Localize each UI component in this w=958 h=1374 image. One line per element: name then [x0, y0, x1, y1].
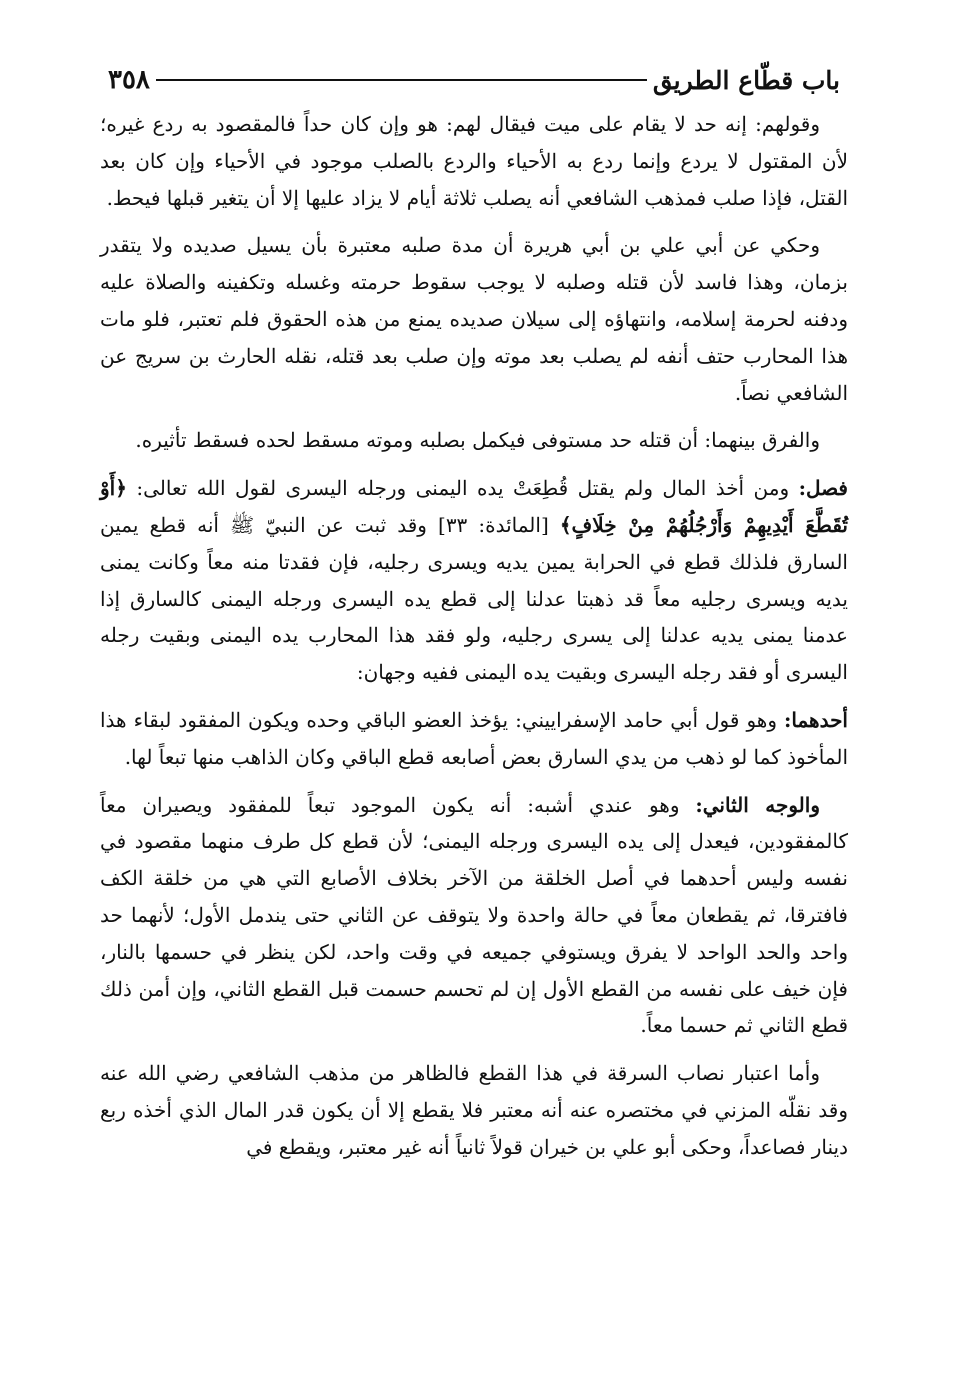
view-lead: والوجه الثاني:: [695, 792, 820, 817]
paragraph-fasl: [100, 470, 848, 691]
paragraph-text: وهو قول أبي حامد الإسفراييني: يؤخذ العضو الباقي وحده ويكون المفقود لبقاء هذا المأخوذ كما لو ذهب من يدي السارق بعض أصابعه قطع الباقي وكان الذاهب منها تبعاً لها.: [100, 707, 848, 769]
paragraph-text: وهو عندي أشبه: أنه يكون الموجود تبعاً للمفقود ويصيران معاً كالمفقودين، فيعدل إلى يده اليسرى ورجله اليمنى؛ لأن قطع كل طرف منهما مقصود في نفسه وليس أحدهما في أصل الخلقة من الآخر بخلاف الأصابع التي هي من خلقة الكف فافترقا، ثم يقطعان معاً في حالة واحدة ولا يتوقف عن الثاني حتى يندمل الأول؛ لأنهما حد واحد والحد الواحد لا يفرق ويستوفي جميعه في وقت واحد، لكن ينظر في حسمها بالنار، فإن خيف على نفسه من القطع الأول إن لم تحسم حسمت قبل القطع الثاني، وإن أمن ذلك قطع الثاني ثم حسما معاً.: [100, 792, 848, 1038]
paragraph-1: [100, 106, 848, 216]
paragraph-text: [المائدة: ٣٣] وقد ثبت عن النبيّ ﷺ أنه قطع يمين السارق فلذلك قطع في الحرابة يمين يديه ويسرى رجليه، فإن فقدتا منه معاً وكانت يمنى يديه ويسرى رجليه معاً قد ذهبتا عدلنا إلى قطع يده اليسرى ورجله اليمنى كالسارق إذا عدمنا يمنى يديه عدلنا إلى يسرى رجليه، ولو فقد هذا المحارب يده اليمنى وبقيت رجله اليسرى أو فقد رجله اليسرى وبقيت يده اليمنى ففيه وجهان:: [100, 512, 848, 685]
paragraph-2: [100, 227, 848, 411]
paragraph-second-view: [100, 787, 848, 1045]
paragraph-3: [100, 422, 848, 459]
book-page: [100, 58, 848, 1177]
section-lead: فصل:: [798, 476, 848, 501]
view-lead: أحدهما:: [783, 707, 848, 732]
paragraph-text: والفرق بينهما: أن قتله حد مستوفى فيكمل بصلبه وموته مسقط لحده فسقط تأثيره.: [135, 428, 820, 453]
page-number: ٣٥٨: [108, 65, 150, 95]
quran-verse: ﴿أَوْ تُقَطَّعَ أَيْدِيهِمْ وَأَرْجُلُهُمْ مِنْ خِلَافٍ﴾: [100, 476, 848, 537]
page-header: [100, 58, 848, 102]
paragraph-text: وحكي عن أبي علي بن أبي هريرة أن مدة صلبه معتبرة بأن يسيل صديده ولا يتقدر بزمان، وهذا فاسد لأن قتله وصلبه لا يوجب سقوط حرمته وغسله وتكفينه والصلاة عليه ودفنه لحرمة إسلامه، وانتهاؤه إلى سيلان صديده يمنع من هذه الحقوق فلم تعتبر، فلو مات هذا المحارب حتف أنفه لم يصلب بعد موته وإن صلب بعد قتله، نقله الحارث بن سريج عن الشافعي نصاً.: [100, 233, 848, 405]
body-text: [100, 106, 848, 1166]
paragraph-text: وأما اعتبار نصاب السرقة في هذا القطع فالظاهر من مذهب الشافعي رضي الله عنه وقد نقلّه المزني في مختصره عنه أنه معتبر فلا يقطع إلا أن يكون قدر المال الذي أخذه ربع دينار فصاعداً، وحكى أبو علي بن خيران قولاً ثانياً أنه غير معتبر، ويقطع في: [100, 1061, 848, 1159]
chapter-title: باب قطّاع الطريق: [652, 65, 840, 95]
paragraph-text: ومن أخذ المال ولم يقتل قُطِعَتْ يده اليمنى ورجله اليسرى لقول الله تعالى:: [126, 476, 799, 501]
paragraph-first-view: [100, 702, 848, 776]
paragraph-7: [100, 1055, 848, 1165]
header-rule: [156, 79, 647, 81]
paragraph-text: وقولهم: إنه حد لا يقام على ميت فيقال لهم: هو وإن كان حداً فالمقصود به ردع غيره؛ لأن المقتول لا يردع وإنما ردع به الأحياء والردع بالصلب موجود في الأحياء وإن كان بعد القتل، فإذا صلب فمذهب الشافعي أنه يصلب ثلاثة أيام لا يزاد عليها إلا أن يتغير قبلها فيحط.: [100, 112, 848, 210]
